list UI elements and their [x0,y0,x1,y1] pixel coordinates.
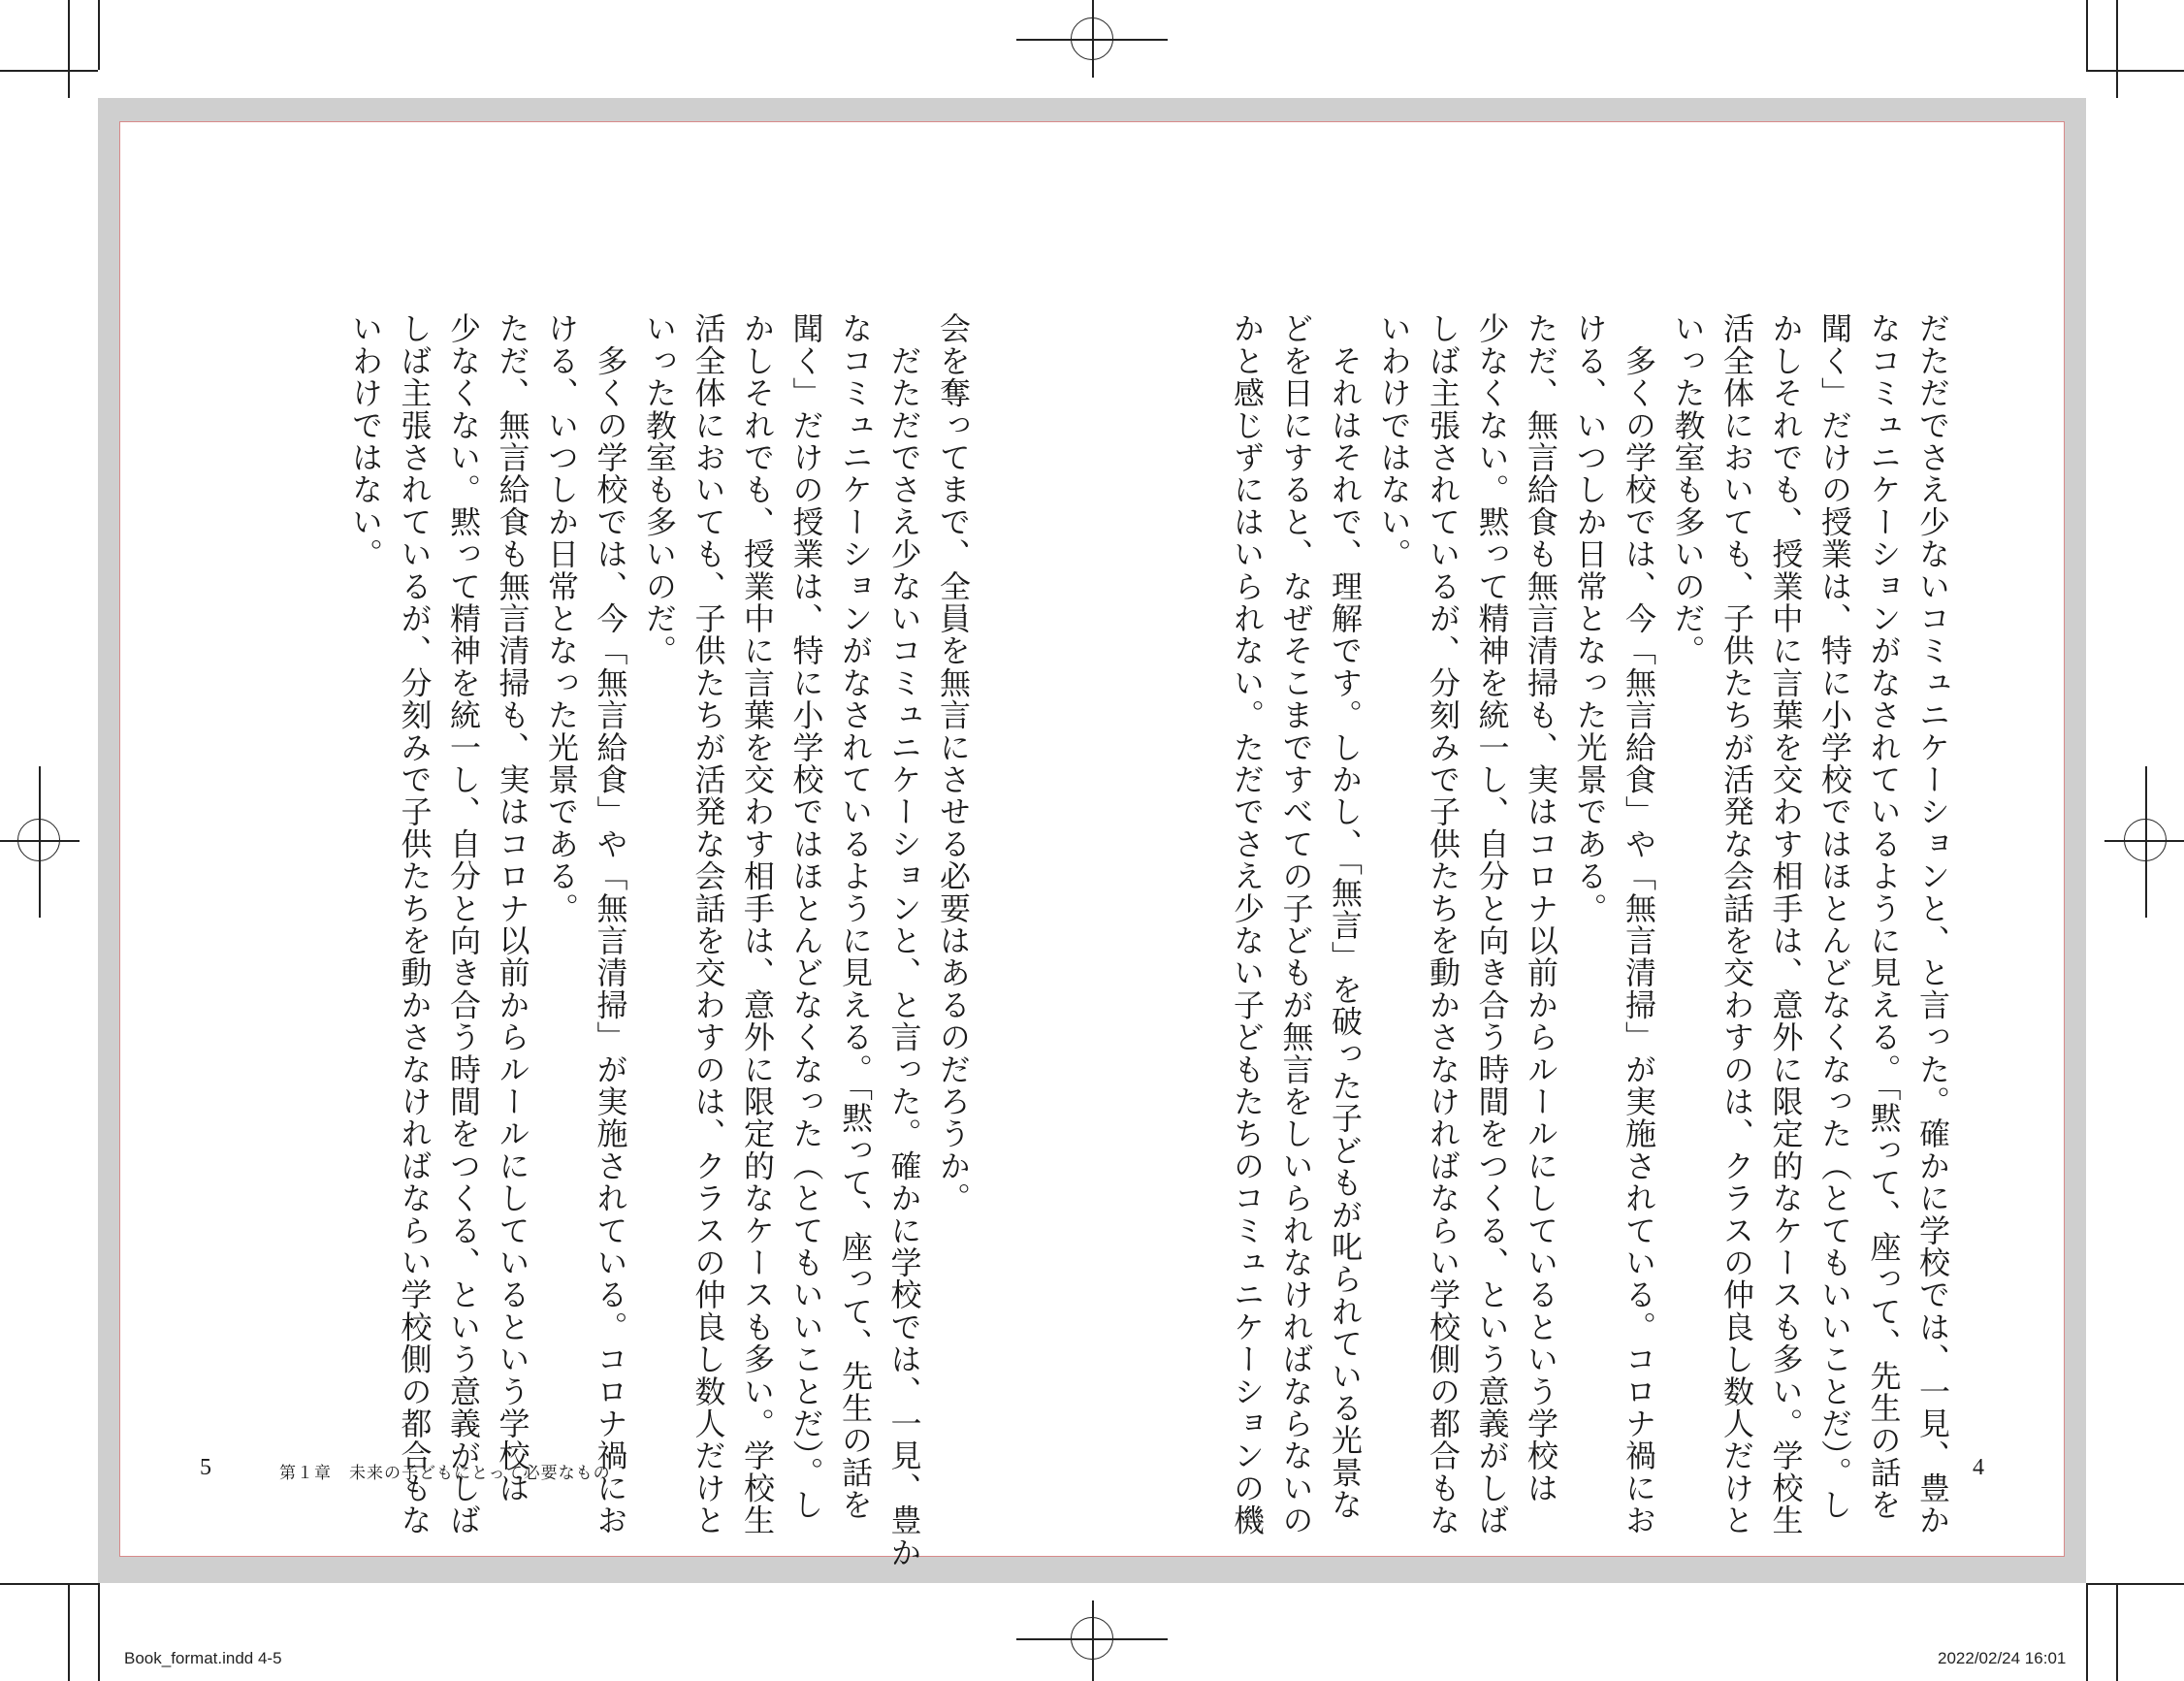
text-column: それはそれで、理解です。しかし、「無言」を破った子どもが叱られている光景な [1327,312,1364,1521]
crop-mark [2086,0,2088,70]
text-column: 聞く」だけの授業は、特に小学校ではほとんどなくなった（とてもいいことだ）。し [787,312,825,1521]
text-column: 活全体においても、子供たちが活発な会話を交わすのは、クラスの仲良し数人だけと [1718,312,1755,1536]
text-column: なコミュニケーションがなされているように見える。「黙って、座って、先生の話を [1865,312,1903,1521]
crop-mark [98,0,100,70]
slug-filename: Book_format.indd 4-5 [124,1649,282,1667]
crop-mark [2086,70,2184,72]
registration-line [2104,840,2184,842]
text-column: 少なくない。黙って精神を統一し、自分と向き合う時間をつくる、という意義がしば [445,312,482,1536]
crop-mark [2116,0,2118,98]
registration-line [1092,1600,1094,1681]
crop-mark [98,1583,100,1681]
text-column: ける、いつしか日常となった光景である。 [543,312,580,924]
text-column: しば主張されているが、分刻みで子供たちを動かさなければならい学校側の都合もな [396,312,434,1536]
text-column: ただ、無言給食も無言清掃も、実はコロナ以前からルールにしているという学校は [494,312,531,1504]
text-column: いわけではない。 [347,312,384,570]
registration-line [39,766,41,918]
text-column: だただでさえ少ないコミュニケーションと、と言った。確かに学校では、一見、豊か [885,312,923,1568]
page-number-left: 5 [200,1455,211,1480]
slug-timestamp: 2022/02/24 16:01 [1938,1649,2067,1667]
text-column: いった教室も多いのだ。 [641,312,678,667]
page-number-right: 4 [1973,1455,1984,1480]
text-column: 活全体においても、子供たちが活発な会話を交わすのは、クラスの仲良し数人だけと [690,312,727,1536]
text-column: 多くの学校では、今「無言給食」や「無言清掃」が実施されている。コロナ禍にお [592,312,629,1536]
text-column: 少なくない。黙って精神を統一し、自分と向き合う時間をつくる、という意義がしば [1473,312,1511,1536]
text-column: どを日にすると、なぜそこまですべての子どもが無言をしいられなければならないの [1277,312,1315,1536]
text-column: ける、いつしか日常となった光景である。 [1571,312,1609,924]
text-column: かしそれでも、授業中に言葉を交わす相手は、意外に限定的なケースも多い。学校生 [739,312,776,1536]
crop-mark [2116,1583,2118,1681]
crop-mark [2086,1583,2088,1681]
text-column: いわけではない。 [1375,312,1413,570]
text-column: しば主張されているが、分刻みで子供たちを動かさなければならい学校側の都合もな [1425,312,1461,1536]
running-head: 第１章 未来の子どもにとって必要なもの [279,1464,611,1483]
text-column: だただでさえ少ないコミュニケーションと、と言った。確かに学校では、一見、豊か [1914,312,1951,1536]
text-column: かしそれでも、授業中に言葉を交わす相手は、意外に限定的なケースも多い。学校生 [1767,312,1805,1536]
crop-mark [2086,1583,2184,1585]
text-column: 聞く」だけの授業は、特に小学校ではほとんどなくなった（とてもいいことだ）。し [1816,312,1853,1521]
registration-line [2145,766,2147,918]
text-column: いった教室も多いのだ。 [1669,312,1707,667]
text-column: なコミュニケーションがなされているように見える。「黙って、座って、先生の話を [837,312,874,1521]
text-column: 多くの学校では、今「無言給食」や「無言清掃」が実施されている。コロナ禍にお [1621,312,1657,1536]
text-column: 会を奪ってまで、全員を無言にさせる必要はあるのだろうか。 [935,312,972,1214]
registration-line [1092,0,1094,78]
text-column: かと感じずにはいられない。ただでさえ少ない子どもたちのコミュニケーションの機 [1229,312,1266,1536]
text-column: ただ、無言給食も無言清掃も、実はコロナ以前からルールにしているという学校は [1523,312,1559,1504]
crop-mark [0,1583,98,1585]
crop-mark [68,1583,70,1681]
crop-mark [0,70,98,72]
crop-mark [68,0,70,98]
